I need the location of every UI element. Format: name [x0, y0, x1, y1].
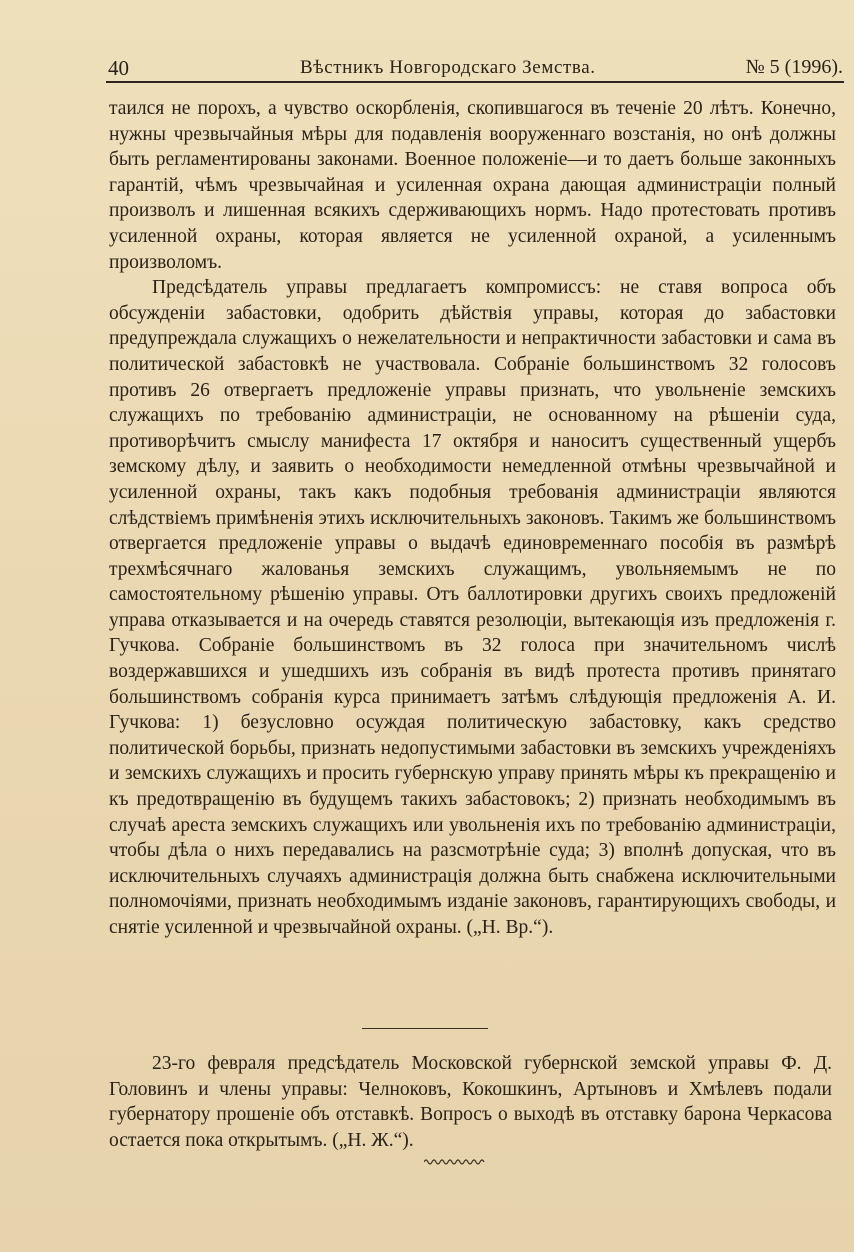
issue-number: № 5 (1996).: [745, 56, 843, 78]
header-rule: [106, 81, 844, 83]
journal-title: Вѣстникъ Новгородскаго Земства.: [300, 57, 596, 78]
running-head: [108, 52, 843, 84]
news-paragraph: 23-го февраля предсѣдатель Московской губернской земской управы Ф. Д. Головинъ и члены управы: Челноковъ, Кокошкинъ, Артыновъ и Хмѣлевъ подали губернатору прошеніе объ отставкѣ. Вопросъ о выходѣ въ отставку барона Черкасова остается пока открытымъ. („Н. Ж.“).: [109, 1053, 832, 1151]
news-item: [109, 1051, 832, 1153]
wavy-ornament: [424, 1158, 486, 1166]
page-number: 40: [108, 56, 129, 80]
article-body: [109, 96, 836, 941]
article-paragraph-2: Предсѣдатель управы предлагаетъ компромиссъ: не ставя вопроса объ обсужденіи забастовки, одобрить дѣйствія управы, которая до забастовки предупреждала служащихъ о нежелательности и непрактичности забастовки и сама въ политической забастовкѣ не участвовала. Собраніе большинствомъ 32 голосовъ противъ 26 отвергаетъ предложеніе управы признать, что увольненіе земскихъ служащихъ по требованію администраціи, не основанному на рѣшеніи суда, противорѣчитъ смыслу манифеста 17 октября и наноситъ существенный ущербъ земскому дѣлу, и заявить о необходимости немедленной отмѣны чрезвычайной и усиленной охраны, такъ какъ подобныя требованія администраціи являются слѣдствіемъ примѣненія этихъ исключительныхъ законовъ. Такимъ же большинствомъ отвергается предложеніе управы о выдачѣ единовременнаго пособія въ размѣрѣ трехмѣсячнаго жалованья земскихъ служащимъ, увольняемымъ не по самостоятельному рѣшенію управы. Отъ баллотировки другихъ своихъ предложеній управа отказывается и на очередь ставятся резолюціи, вытекающія изъ предложенія г. Гучкова. Собраніе большинствомъ въ 32 голоса при значительномъ числѣ воздержавшихся и ушедшихъ изъ собранія въ видѣ протеста противъ принятаго большинствомъ собранія курса принимаетъ затѣмъ слѣдующія предложенія А. И. Гучкова: 1) безусловно осуждая политическую забастовку, какъ средство политической борьбы, признать недопустимыми забастовки въ земскихъ учрежденіяхъ и земскихъ служащихъ и просить губернскую управу принять мѣры къ прекращенію и къ предотвращенію въ будущемъ такихъ забастовокъ; 2) признать необходимымъ въ случаѣ ареста земскихъ служащихъ или увольненія ихъ по требованію администраціи, чтобы дѣла о нихъ передавались на разсмотрѣніе суда; 3) вполнѣ допуская, что въ исключительныхъ случаяхъ администрація должна быть снабжена исключительными полномочіями, признать необходимымъ изданіе законовъ, гарантирующихъ свободы, и снятіе усиленной и чрезвычайной охраны. („Н. Вр.“).: [109, 277, 836, 938]
article-paragraph-1: таился не порохъ, а чувство оскорбленія, скопившагося въ теченіе 20 лѣтъ. Конечно, нужны чрезвычайныя мѣры для подавленія вооруженнаго возстанія, но онѣ должны быть регламентированы законами. Военное положеніе—и то даетъ больше законныхъ гарантій, чѣмъ чрезвычайная и усиленная охрана дающая администраціи полный произволъ и лишенная всякихъ сдерживающихъ нормъ. Надо протестовать противъ усиленной охраны, которая является не усиленной охраной, а усиленнымъ произволомъ.: [109, 98, 836, 273]
section-separator: [362, 1028, 488, 1029]
